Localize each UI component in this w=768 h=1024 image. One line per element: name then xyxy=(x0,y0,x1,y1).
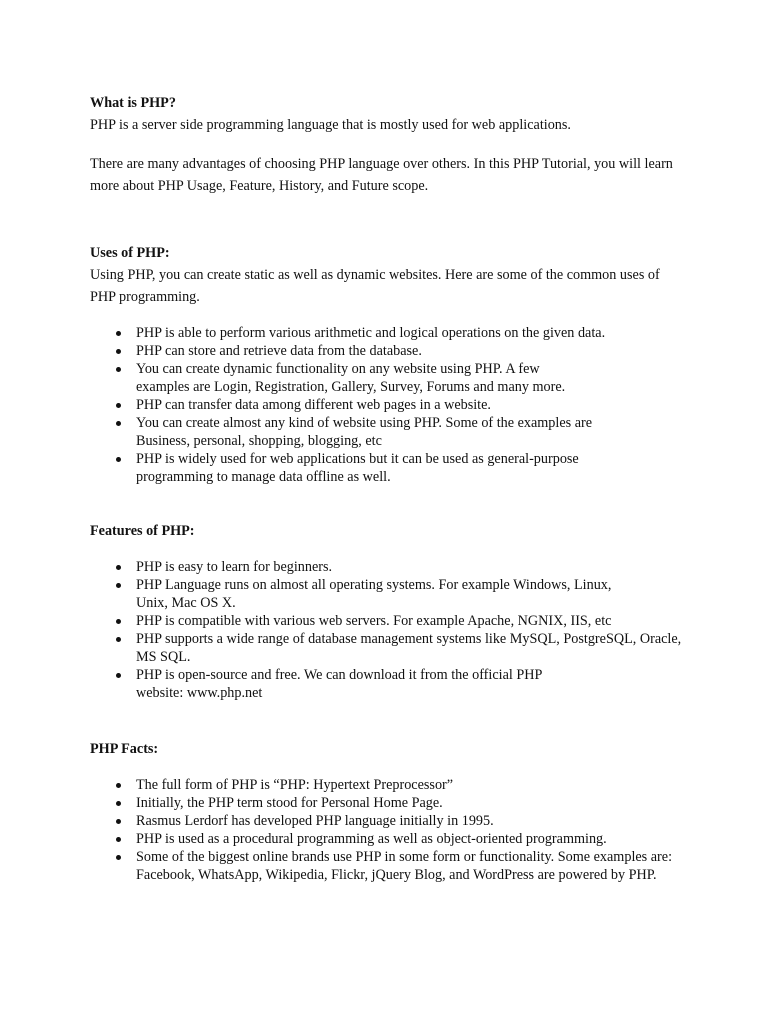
list-item-text: PHP Language runs on almost all operating systems. For example Windows, Linux, Unix, Mac OS X. xyxy=(136,577,612,611)
list-item-text: PHP is compatible with various web servers. For example Apache, NGNIX, IIS, etc xyxy=(136,613,612,629)
list-item xyxy=(90,414,650,450)
list-item xyxy=(90,396,650,414)
list-item-text: PHP can store and retrieve data from the database. xyxy=(136,343,422,359)
list-item xyxy=(90,360,650,396)
list-item xyxy=(90,450,650,486)
bullet-icon xyxy=(116,637,121,642)
bullet-icon xyxy=(116,583,121,588)
bullet-icon xyxy=(116,837,121,842)
list-item xyxy=(90,812,690,830)
list-item xyxy=(90,776,690,794)
bullet-icon xyxy=(116,457,121,462)
bullet-icon xyxy=(116,421,121,426)
bullet-icon xyxy=(116,331,121,336)
list-item xyxy=(90,630,690,666)
bullet-icon xyxy=(116,673,121,678)
list-item-text: You can create dynamic functionality on any website using PHP. A few examples are Login, Registration, Gallery, Survey, Forums and many more. xyxy=(136,361,566,395)
bullet-icon xyxy=(116,619,121,624)
list-item xyxy=(90,576,690,612)
list-item-text: PHP is open-source and free. We can download it from the official PHP website: www.php.net xyxy=(136,667,542,701)
list-item-text: Rasmus Lerdorf has developed PHP language initially in 1995. xyxy=(136,813,494,829)
list-item xyxy=(90,612,690,630)
list-item-text: Some of the biggest online brands use PHP in some form or functionality. Some examples are: Facebook, WhatsApp, Wikipedia, Flickr, jQuery Blog, and WordPress are powered by PHP. xyxy=(136,849,673,883)
list-item-text: PHP supports a wide range of database management systems like MySQL, PostgreSQL, Oracle, MS SQL. xyxy=(136,631,682,665)
bullet-icon xyxy=(116,349,121,354)
list-item xyxy=(90,558,690,576)
bullet-icon xyxy=(116,819,121,824)
list-item-text: You can create almost any kind of website using PHP. Some of the examples are Business, personal, shopping, blogging, etc xyxy=(136,415,593,449)
what-advantages: There are many advantages of choosing PHP language over others. In this PHP Tutorial, you will learn more about PHP Usage, Feature, History, and Future scope. xyxy=(90,156,673,194)
list-item-text: Initially, the PHP term stood for Personal Home Page. xyxy=(136,795,443,811)
uses-intro: Using PHP, you can create static as well as dynamic websites. Here are some of the common uses of PHP programming. xyxy=(90,267,660,305)
what-heading: What is PHP? xyxy=(90,95,176,111)
bullet-icon xyxy=(116,855,121,860)
list-item xyxy=(90,324,650,342)
list-item-text: PHP is used as a procedural programming as well as object-oriented programming. xyxy=(136,831,607,847)
list-item xyxy=(90,794,690,812)
uses-list xyxy=(90,324,650,486)
list-item xyxy=(90,666,690,702)
list-item xyxy=(90,830,690,848)
list-item xyxy=(90,848,690,884)
what-intro: PHP is a server side programming language that is mostly used for web applications. xyxy=(90,117,571,133)
list-item xyxy=(90,342,650,360)
list-item-text: PHP can transfer data among different web pages in a website. xyxy=(136,397,491,413)
bullet-icon xyxy=(116,367,121,372)
list-item-text: PHP is widely used for web applications but it can be used as general-purpose programming to manage data offline as well. xyxy=(136,451,579,485)
features-heading: Features of PHP: xyxy=(90,523,195,539)
bullet-icon xyxy=(116,801,121,806)
list-item-text: PHP is easy to learn for beginners. xyxy=(136,559,333,575)
bullet-icon xyxy=(116,565,121,570)
features-list xyxy=(90,558,690,702)
bullet-icon xyxy=(116,783,121,788)
uses-heading: Uses of PHP: xyxy=(90,245,170,261)
bullet-icon xyxy=(116,403,121,408)
facts-heading: PHP Facts: xyxy=(90,741,159,757)
list-item-text: The full form of PHP is “PHP: Hypertext Preprocessor” xyxy=(136,777,454,793)
facts-list xyxy=(90,776,690,884)
list-item-text: PHP is able to perform various arithmetic and logical operations on the given data. xyxy=(136,325,606,341)
